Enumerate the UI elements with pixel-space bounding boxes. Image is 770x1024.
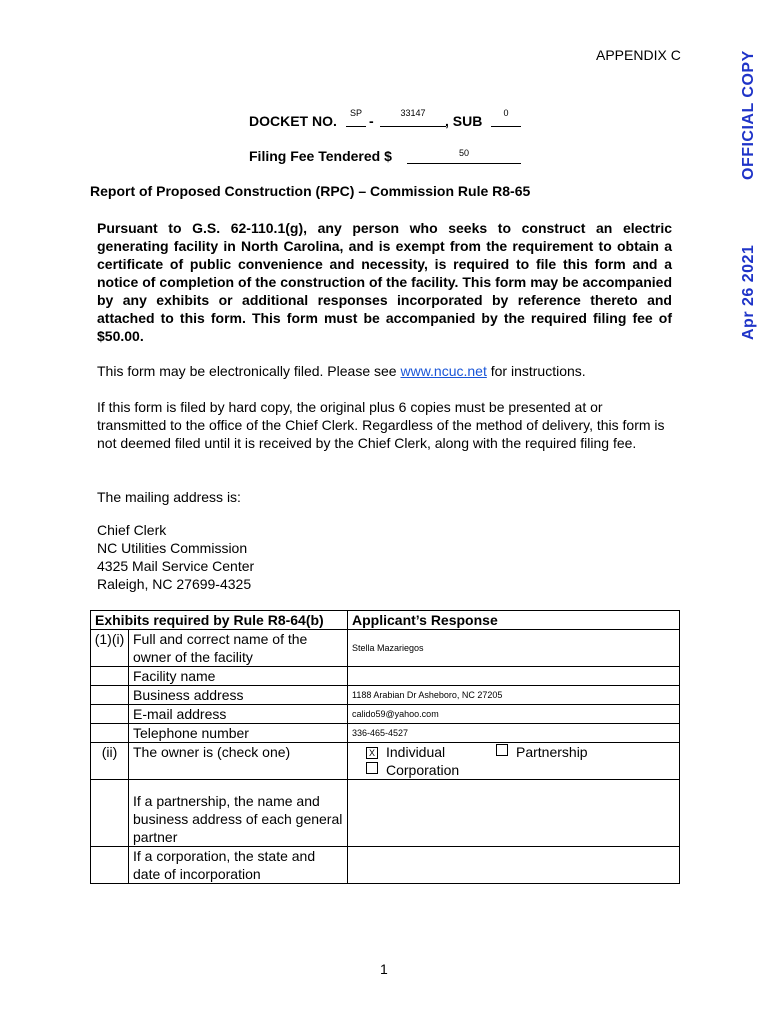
table-row (91, 743, 680, 780)
partnership-response[interactable] (348, 780, 680, 847)
email-response[interactable]: calido59@yahoo.com (348, 705, 680, 724)
exhibits-table (90, 610, 680, 884)
option-individual[interactable] (366, 743, 496, 761)
corporation-response[interactable] (348, 847, 680, 884)
docket-number-field[interactable]: 33147 (380, 108, 446, 127)
header-exhibits: Exhibits required by Rule R8-64(b) (91, 611, 348, 630)
appendix-label: APPENDIX C (596, 47, 681, 63)
address-line: 4325 Mail Service Center (97, 558, 255, 574)
mailing-intro: The mailing address is: (97, 489, 241, 505)
option-corporation[interactable] (366, 761, 675, 779)
row-label: E-mail address (129, 705, 348, 724)
owner-type-options (348, 743, 680, 780)
row-number: (1)(i) (91, 630, 129, 667)
form-heading: Report of Proposed Construction (RPC) – Commission Rule R8-65 (90, 183, 531, 199)
address-line: Raleigh, NC 27699-4325 (97, 576, 252, 592)
owner-name-response[interactable]: Stella Mazariegos (348, 630, 680, 667)
table-row (91, 686, 680, 705)
filing-date-stamp: Apr 26 2021 (740, 244, 757, 340)
mailing-address (97, 521, 254, 593)
option-partnership[interactable] (496, 743, 588, 761)
partnership-checkbox[interactable] (496, 744, 508, 756)
row-number (91, 705, 129, 724)
row-label: Facility name (129, 667, 348, 686)
option-label: Corporation (386, 762, 460, 778)
corporation-checkbox[interactable] (366, 762, 378, 774)
row-number: (ii) (91, 743, 129, 780)
address-line: Chief Clerk (97, 522, 167, 538)
row-number (91, 724, 129, 743)
row-number (91, 686, 129, 705)
row-label: Telephone number (129, 724, 348, 743)
electronic-note-end: for instructions. (486, 363, 586, 379)
table-row (91, 780, 680, 847)
row-label: If a partnership, the name and business address of each general partner (129, 780, 348, 847)
filing-fee-field[interactable]: 50 (407, 148, 521, 164)
option-label: Individual (386, 744, 446, 760)
electronic-filing-note (97, 362, 672, 380)
sub-label: , SUB (445, 113, 483, 129)
ncuc-link[interactable]: www.ncuc.net (400, 363, 487, 379)
docket-dash: - (369, 113, 374, 129)
page-number: 1 (380, 961, 388, 977)
option-label: Partnership (516, 744, 588, 760)
facility-name-response[interactable] (348, 667, 680, 686)
table-header-row (91, 611, 680, 630)
row-label: Full and correct name of the owner of the facility (129, 630, 348, 667)
individual-checkbox[interactable]: X (366, 747, 378, 759)
business-address-response[interactable]: 1188 Arabian Dr Asheboro, NC 27205 (348, 686, 680, 705)
hardcopy-paragraph: If this form is filed by hard copy, the original plus 6 copies must be presented at or transmitted to the office of the Chief Clerk. Regardless of the method of delivery, this form is not deemed filed until it is received by the Chief Clerk, along with the required filing fee. (97, 399, 665, 451)
address-line: NC Utilities Commission (97, 540, 248, 556)
row-label: Business address (129, 686, 348, 705)
sub-number-field[interactable]: 0 (491, 108, 521, 127)
header-response: Applicant’s Response (348, 611, 680, 630)
filing-fee-label: Filing Fee Tendered $ (249, 148, 392, 164)
electronic-note-start: This form may be electronically filed. Please see (97, 363, 401, 379)
table-row (91, 705, 680, 724)
official-copy-stamp: OFFICIAL COPY (740, 50, 757, 180)
row-number (91, 667, 129, 686)
table-row (91, 630, 680, 667)
row-label: The owner is (check one) (129, 743, 348, 780)
statute-paragraph: Pursuant to G.S. 62-110.1(g), any person who seeks to construct an electric generating facility in North Carolina, and is exempt from the requirement to obtain a certificate of public convenience and necessity, is required to file this form and a notice of completion of the construction of the facility. This form may be accompanied by any exhibits or additional responses incorporated by reference thereto and attached to this form. This form must be accompanied by the required filing fee of $50.00. (97, 220, 672, 344)
table-row (91, 847, 680, 884)
row-label: If a corporation, the state and date of incorporation (129, 847, 348, 884)
docket-prefix-field[interactable]: SP (346, 108, 366, 127)
table-row (91, 667, 680, 686)
table-row (91, 724, 680, 743)
telephone-response[interactable]: 336-465-4527 (348, 724, 680, 743)
docket-label: DOCKET NO. (249, 113, 337, 129)
